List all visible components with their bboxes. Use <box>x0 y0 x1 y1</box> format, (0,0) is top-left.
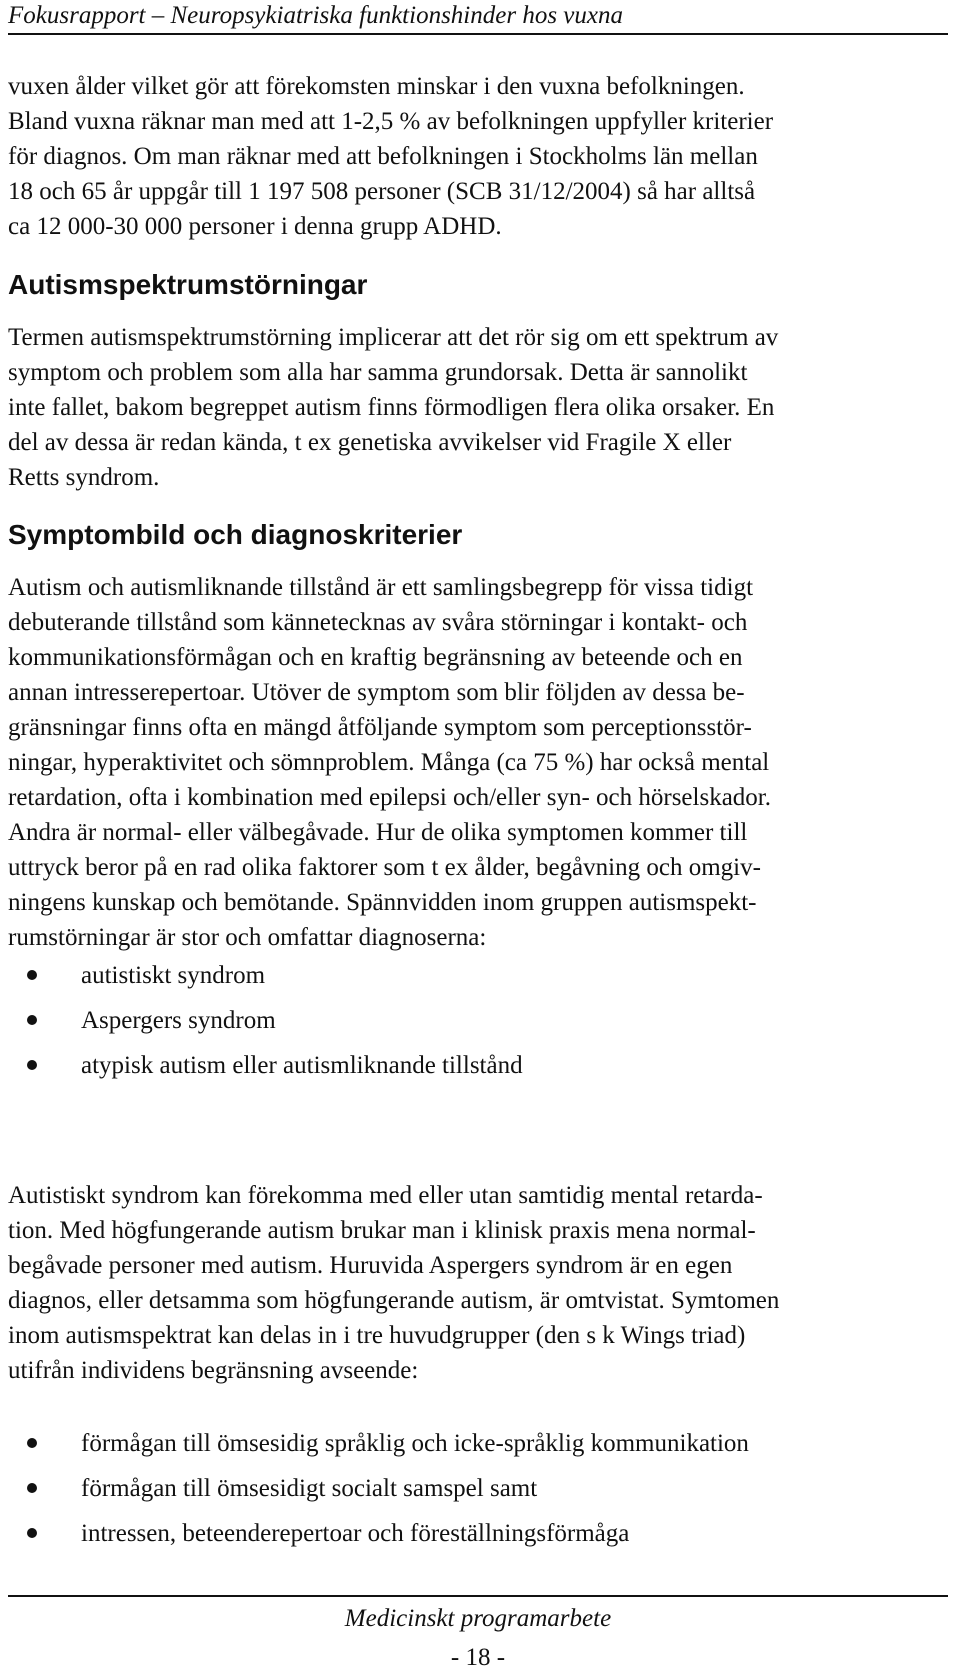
list-item-text: förmågan till ömsesidig språklig och icke-språklig kommunikation <box>81 1430 749 1457</box>
running-header <box>8 0 948 35</box>
bullet-icon <box>27 1060 37 1070</box>
document-page <box>8 0 948 1679</box>
list-item-text: Aspergers syndrom <box>81 1007 276 1034</box>
list-item <box>8 958 948 1003</box>
list-item <box>8 1048 948 1093</box>
list-item-text: intressen, beteenderepertoar och föreställningsförmåga <box>81 1520 630 1547</box>
footer-divider <box>8 1595 948 1597</box>
list-item-text: autistiskt syndrom <box>81 962 266 989</box>
list-item <box>8 1471 948 1516</box>
list-item <box>8 1003 948 1048</box>
bullet-icon <box>27 1528 37 1538</box>
bullet-icon <box>27 970 37 980</box>
section-heading-symptoms-criteria: Symptombild och diagnoskriterier <box>8 519 463 550</box>
diagnoses-list <box>8 958 948 1093</box>
paragraph-autism-spectrum-term: Termen autismspektrumstörning implicerar att det rör sig om ett spektrum av symptom och problem som alla har samma grundorsak. Detta är sannolikt inte fallet, bakom begreppet autism finns förmodligen flera olika orsaker. En del av dessa är redan kända, t ex genetiska avvikelser vid Fragile X eller Retts syndrom. <box>8 324 779 491</box>
list-item-text: förmågan till ömsesidigt socialt samspel samt <box>81 1475 538 1502</box>
page-number: - 18 - <box>450 1644 506 1671</box>
bullet-icon <box>27 1015 37 1025</box>
footer-organization: Medicinskt programarbete <box>344 1605 612 1632</box>
paragraph-symptom-description: Autism och autismliknande tillstånd är ett samlingsbegrepp för vissa tidigt debuterande tillstånd som kännetecknas av svåra störningar i kontakt- och kommunikationsförmågan och en kraftig begränsning av beteende och en annan intresserepertoar. Utöver de symptom som blir följden av dessa be- gränsningar finns ofta en mängd åtföljande symptom som perceptionsstör- ningar, hyperaktivitet och sömnproblem. Många (ca 75 %) har också mental retardation, ofta i kombination med epilepsi och/eller syn- och hörselskador. Andra är normal- eller välbegåvade. Hur de olika symptomen kommer till uttryck beror på en rad olika faktorer som t ex ålder, begåvning och omgiv- ningens kunskap och bemötande. Spännvidden inom gruppen autismspekt- rumstörningar är stor och omfattar diagnoserna: <box>8 574 771 951</box>
section-heading-autism-spectrum: Autismspektrumstörningar <box>8 269 368 300</box>
running-header-title: Fokusrapport – Neuropsykiatriska funktionshinder hos vuxna <box>8 2 623 29</box>
list-item-text: atypisk autism eller autismliknande tillstånd <box>81 1052 523 1079</box>
bullet-icon <box>27 1438 37 1448</box>
wings-triad-list <box>8 1426 948 1561</box>
list-item <box>8 1426 948 1471</box>
paragraph-adhd-prevalence: vuxen ålder vilket gör att förekomsten minskar i den vuxna befolkningen. Bland vuxna räknar man med att 1-2,5 % av befolkningen uppfyller kriterier för diagnos. Om man räknar med att befolkningen i Stockholms län mellan 18 och 65 år uppgår till 1 197 508 personer (SCB 31/12/2004) så har alltså ca 12 000-30 000 personer i denna grupp ADHD. <box>8 73 774 240</box>
list-item <box>8 1516 948 1561</box>
paragraph-autistic-syndrome: Autistiskt syndrom kan förekomma med eller utan samtidig mental retarda- tion. Med högfungerande autism brukar man i klinisk praxis mena normal- begåvade personer med autism. Huruvida Aspergers syndrom är en egen diagnos, eller detsamma som högfungerande autism, är omtvistat. Symtomen inom autismspektrat kan delas in i tre huvudgrupper (den s k Wings triad) utifrån individens begränsning avseende: <box>8 1182 780 1384</box>
bullet-icon <box>27 1483 37 1493</box>
